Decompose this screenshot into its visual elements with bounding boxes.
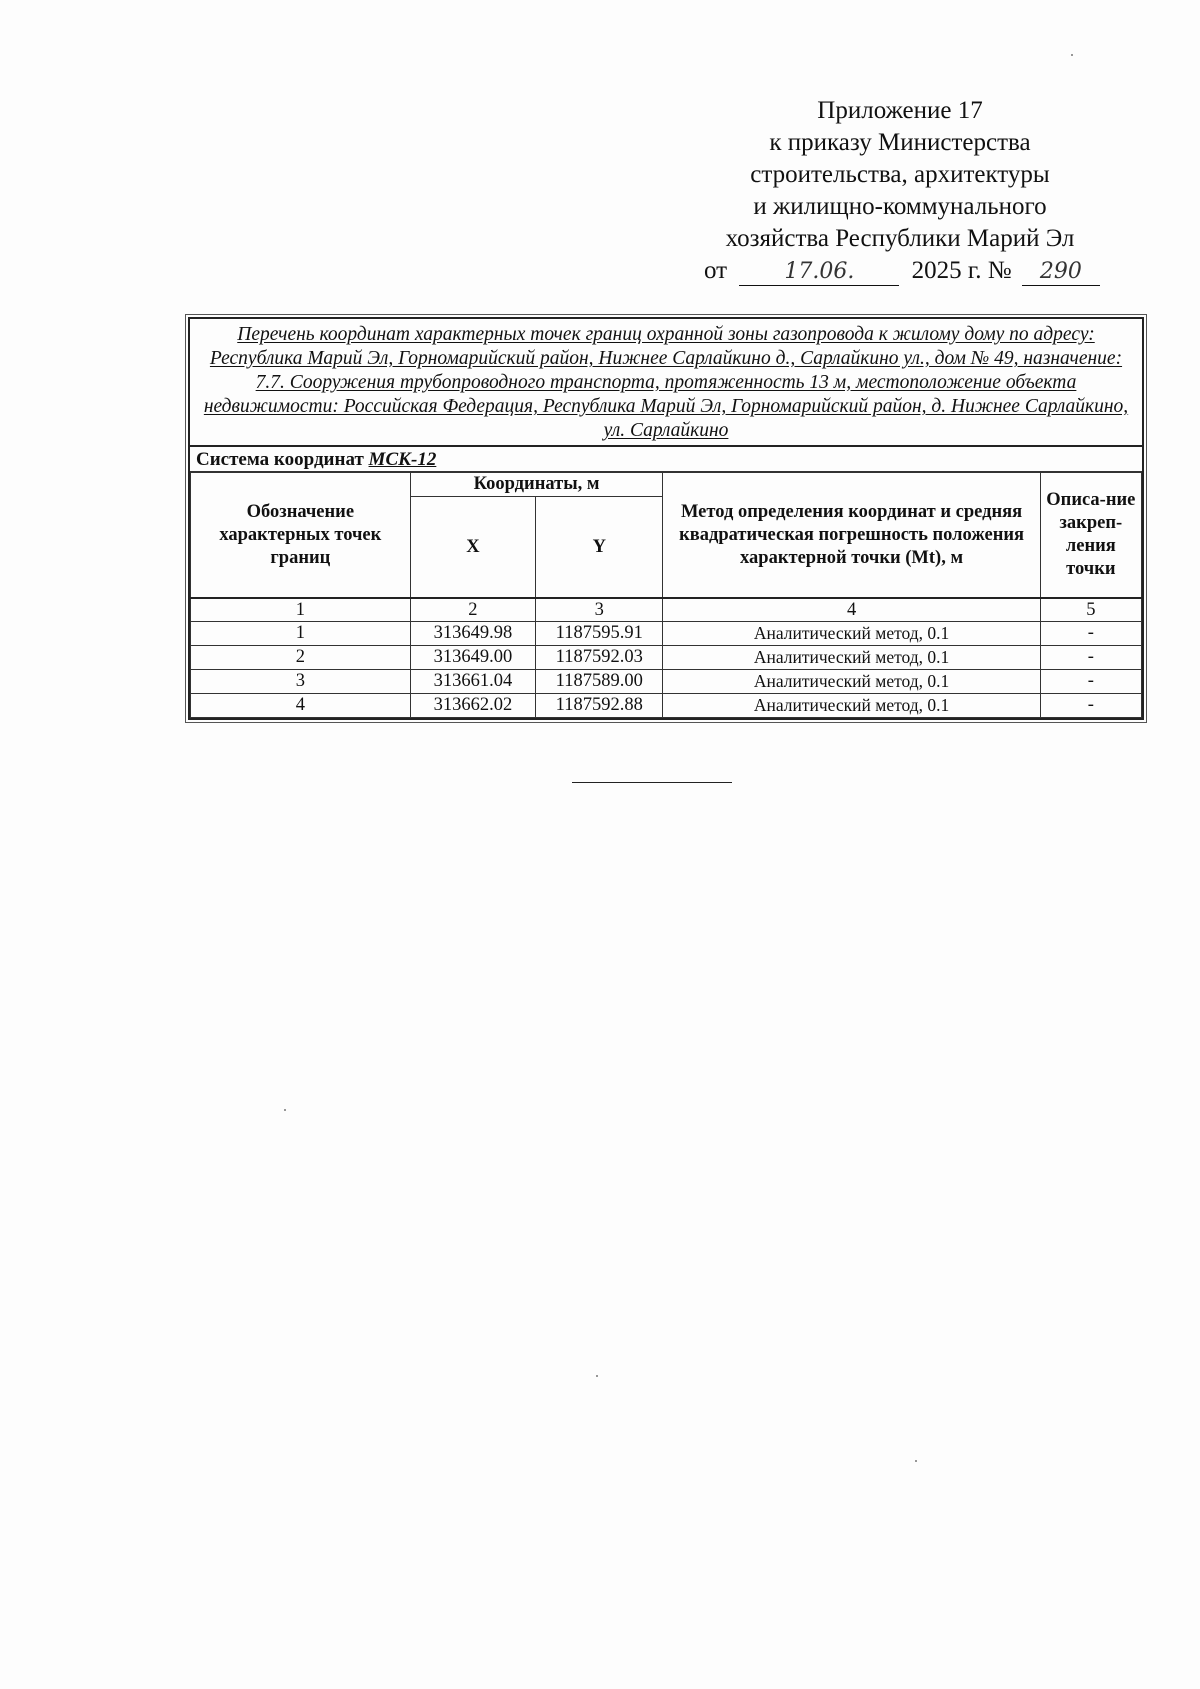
system-label: Система координат: [196, 449, 364, 470]
appendix-header: [680, 95, 1120, 287]
table-caption: Перечень координат характерных точек границ охранной зоны газопровода к жилому дому по адресу: Республика Марий Эл, Горномарийский район, Нижнее Сарлайкино д., Сарлайкино ул., дом № 49, назначение: 7.7. Сооружения трубопроводного транспорта, протяженность 13 м, местоположение объекта недвижимости: Российская Федерация, Республика Марий Эл, Горномарийский район, д. Нижнее Сарлайкино, ул. Сарлайкино: [190, 319, 1142, 447]
header-line-3: строительства, архитектуры: [750, 161, 1050, 188]
header-y: Y: [536, 497, 663, 599]
table-row: [191, 622, 1142, 646]
method-cell: Аналитический метод, 0.1: [663, 646, 1040, 670]
y-cell: 1187589.00: [536, 670, 663, 694]
description-cell: -: [1040, 646, 1141, 670]
handwritten-date: 17.06.: [739, 259, 899, 286]
header-line-5: хозяйства Республики Марий Эл: [725, 225, 1075, 252]
description-cell: -: [1040, 694, 1141, 718]
year-text: 2025 г. №: [911, 257, 1012, 284]
appendix-title: Приложение 17: [817, 97, 983, 124]
point-cell: 2: [191, 646, 411, 670]
header-x: X: [410, 497, 535, 599]
table-row: [191, 694, 1142, 718]
column-number-row: [191, 598, 1142, 622]
scan-speck: [915, 1460, 917, 1462]
header-description: Описа-ние закреп-ления точки: [1040, 473, 1141, 599]
handwritten-order-number: 290: [1022, 259, 1100, 286]
header-line-4: и жилищно-коммунального: [753, 193, 1047, 220]
table-row: [191, 646, 1142, 670]
description-cell: -: [1040, 622, 1141, 646]
coordinates-table-frame: [188, 317, 1144, 720]
header-coordinates: Координаты, м: [410, 473, 663, 497]
y-cell: 1187592.03: [536, 646, 663, 670]
x-cell: 313649.00: [410, 646, 535, 670]
column-number: 4: [663, 598, 1040, 622]
description-cell: -: [1040, 670, 1141, 694]
point-cell: 3: [191, 670, 411, 694]
header-point-name: Обозначение характерных точек границ: [191, 473, 411, 599]
date-prefix: от: [704, 257, 728, 284]
coordinate-system: [190, 447, 1142, 472]
scan-speck: [1071, 54, 1073, 56]
x-cell: 313661.04: [410, 670, 535, 694]
column-number: 3: [536, 598, 663, 622]
header-method: Метод определения координат и средняя квадратическая погрешность положения характерной точки (Mt), м: [663, 473, 1040, 599]
point-cell: 1: [191, 622, 411, 646]
y-cell: 1187595.91: [536, 622, 663, 646]
order-date-line: [680, 255, 1120, 287]
table-row: [191, 670, 1142, 694]
column-number: 5: [1040, 598, 1141, 622]
scan-speck: [284, 1109, 286, 1111]
coordinates-table: [190, 472, 1142, 718]
scan-speck: [596, 1375, 598, 1377]
method-cell: Аналитический метод, 0.1: [663, 622, 1040, 646]
header-line-2: к приказу Министерства: [769, 129, 1031, 156]
column-number: 2: [410, 598, 535, 622]
x-cell: 313662.02: [410, 694, 535, 718]
point-cell: 4: [191, 694, 411, 718]
method-cell: Аналитический метод, 0.1: [663, 694, 1040, 718]
system-value: МСК-12: [368, 449, 437, 470]
method-cell: Аналитический метод, 0.1: [663, 670, 1040, 694]
x-cell: 313649.98: [410, 622, 535, 646]
column-number: 1: [191, 598, 411, 622]
closing-divider: [572, 782, 732, 783]
y-cell: 1187592.88: [536, 694, 663, 718]
